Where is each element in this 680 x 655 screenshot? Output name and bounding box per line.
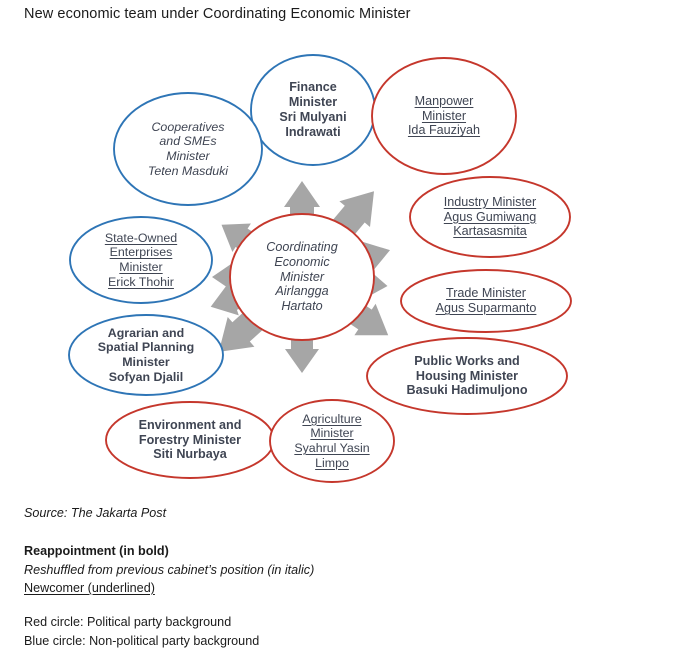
cooperatives-smes-minister-line-1: and SMEs — [159, 134, 217, 149]
finance-minister-ellipse — [251, 55, 375, 165]
manpower-minister-ellipse — [372, 58, 516, 174]
finance-minister-line-2: Sri Mulyani — [279, 110, 347, 124]
agrarian-spatial-planning-minister-line-3: Sofyan Djalil — [108, 369, 184, 384]
agriculture-minister-line-3: Limpo — [315, 455, 349, 470]
manpower-minister-line-2: Ida Fauziyah — [407, 123, 481, 138]
agriculture-minister-line-1: Minister — [310, 426, 354, 441]
legend-reshuffled: Reshuffled from previous cabinet’s position (in italic) — [24, 563, 315, 577]
state-owned-enterprises-minister-ellipse — [70, 217, 212, 303]
public-works-housing-minister-ellipse — [367, 338, 567, 414]
public-works-housing-minister-line-1: Housing Minister — [415, 368, 519, 383]
state-owned-enterprises-minister-line-2: Minister — [119, 260, 163, 274]
coordinating-economic-minister-line-0: Coordinating — [266, 239, 338, 254]
agrarian-spatial-planning-minister-line-0: Agrarian and — [107, 325, 185, 340]
state-owned-enterprises-minister-line-0: State-Owned — [104, 230, 178, 245]
finance-minister-line-1: Minister — [288, 95, 338, 110]
industry-minister-line-0: Industry Minister — [443, 194, 537, 209]
agrarian-spatial-planning-minister-ellipse — [69, 315, 223, 395]
manpower-minister-line-0: Manpower — [414, 93, 474, 108]
trade-minister-line-0: Trade Minister — [445, 286, 526, 301]
finance-minister-line-0: Finance — [289, 80, 337, 95]
agriculture-minister-line-0: Agriculture — [302, 411, 362, 426]
source-note: Source: The Jakarta Post — [24, 506, 167, 520]
cooperatives-smes-minister-line-3: Teten Masduki — [147, 163, 229, 178]
agriculture-minister-line-2: Syahrul Yasin — [294, 441, 370, 455]
agrarian-spatial-planning-minister-line-1: Spatial Planning — [97, 340, 195, 355]
agrarian-spatial-planning-minister-line-2: Minister — [122, 355, 170, 369]
industry-minister-line-2: Kartasasmita — [453, 224, 527, 239]
coordinating-economic-minister-ellipse — [230, 214, 374, 340]
trade-minister-ellipse — [401, 270, 571, 332]
coordinating-economic-minister-line-4: Hartato — [281, 299, 323, 314]
legend-reappointment: Reappointment (in bold) — [24, 544, 169, 558]
trade-minister-line-1: Agus Suparmanto — [435, 301, 537, 315]
environment-forestry-minister-line-0: Environment and — [138, 417, 242, 432]
state-owned-enterprises-minister-line-3: Erick Thohir — [108, 274, 174, 289]
page-title: New economic team under Coordinating Economic Minister — [24, 6, 411, 22]
legend-red-circle: Red circle: Political party background — [24, 615, 232, 629]
public-works-housing-minister-line-2: Basuki Hadimuljono — [406, 383, 528, 398]
environment-forestry-minister-line-1: Forestry Minister — [138, 432, 242, 447]
environment-forestry-minister-ellipse — [106, 402, 274, 478]
public-works-housing-minister-line-0: Public Works and — [414, 353, 520, 368]
coordinating-economic-minister-line-1: Economic — [274, 254, 330, 269]
legend-blue-circle: Blue circle: Non-political party background — [24, 634, 260, 648]
environment-forestry-minister-line-2: Siti Nurbaya — [153, 447, 227, 462]
industry-minister-line-1: Agus Gumiwang — [443, 209, 537, 224]
cooperatives-smes-minister-ellipse — [114, 93, 262, 205]
coordinating-economic-minister-line-3: Airlangga — [275, 284, 329, 299]
manpower-minister-line-1: Minister — [421, 108, 467, 123]
cooperatives-smes-minister-line-0: Cooperatives — [151, 119, 225, 134]
finance-minister-line-3: Indrawati — [285, 124, 341, 139]
state-owned-enterprises-minister-line-1: Enterprises — [109, 245, 173, 260]
ellipse-layer — [69, 55, 571, 482]
coordinating-economic-minister-line-2: Minister — [279, 269, 325, 284]
cooperatives-smes-minister-line-2: Minister — [166, 149, 210, 163]
agriculture-minister-ellipse — [270, 400, 394, 482]
legend-newcomer: Newcomer (underlined) — [24, 581, 155, 595]
industry-minister-ellipse — [410, 177, 570, 257]
